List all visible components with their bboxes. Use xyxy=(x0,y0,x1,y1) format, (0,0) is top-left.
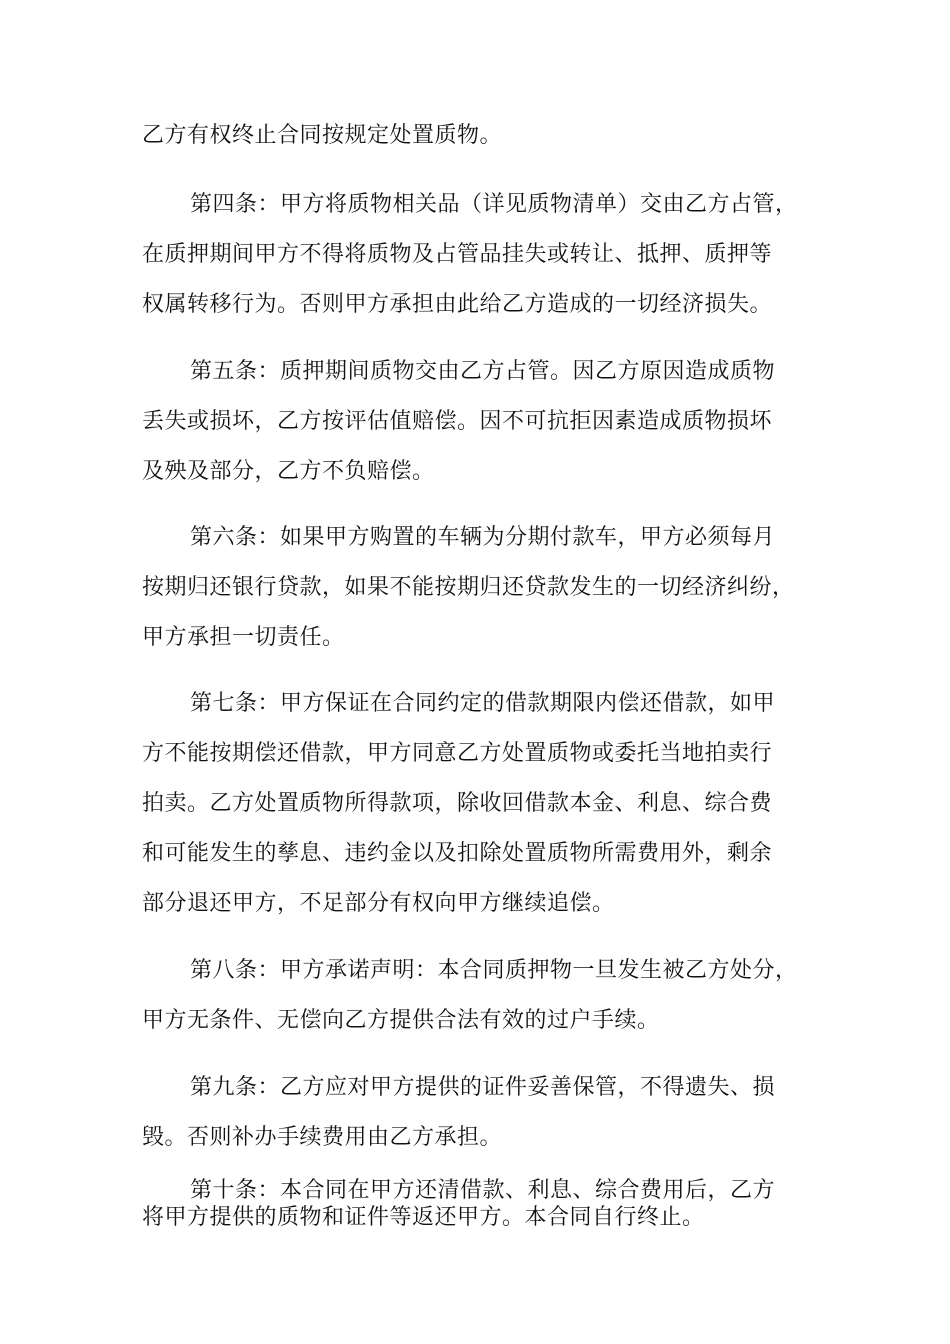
text-line: 将甲方提供的质物和证件等返还甲方。本合同自行终止。 xyxy=(142,1205,705,1230)
text-line: 在质押期间甲方不得将质物及占管品挂失或转让、抵押、质押等 xyxy=(142,242,773,267)
text-line: 第八条：甲方承诺声明：本合同质押物一旦发生被乙方处分， xyxy=(190,958,798,983)
text-line: 毁。否则补办手续费用由乙方承担。 xyxy=(142,1125,503,1150)
text-line: 第十条：本合同在甲方还清借款、利息、综合费用后，乙方 xyxy=(190,1178,776,1203)
text-line: 拍卖。乙方处置质物所得款项，除收回借款本金、利息、综合费 xyxy=(142,791,773,816)
text-line: 方不能按期偿还借款，甲方同意乙方处置质物或委托当地拍卖行 xyxy=(142,741,773,766)
text-line: 第四条：甲方将质物相关品（详见质物清单）交由乙方占管， xyxy=(190,192,798,217)
text-line: 甲方承担一切责任。 xyxy=(142,625,345,650)
text-line: 及殃及部分，乙方不负赔偿。 xyxy=(142,459,435,484)
text-line: 第九条：乙方应对甲方提供的证件妥善保管，不得遗失、损 xyxy=(190,1075,776,1100)
text-line: 部分退还甲方，不足部分有权向甲方继续追偿。 xyxy=(142,891,615,916)
text-line: 和可能发生的孳息、违约金以及扣除处置质物所需费用外，剩余 xyxy=(142,841,773,866)
text-line: 甲方无条件、无偿向乙方提供合法有效的过户手续。 xyxy=(142,1008,660,1033)
text-line: 第六条：如果甲方购置的车辆为分期付款车，甲方必须每月 xyxy=(190,525,776,550)
text-line: 按期归还银行贷款，如果不能按期归还贷款发生的一切经济纠纷， xyxy=(142,575,795,600)
text-line: 第五条：质押期间质物交由乙方占管。因乙方原因造成质物 xyxy=(190,359,776,384)
text-line: 第七条：甲方保证在合同约定的借款期限内偿还借款，如甲 xyxy=(190,691,776,716)
text-line: 权属转移行为。否则甲方承担由此给乙方造成的一切经济损失。 xyxy=(142,292,773,317)
text-line: 丢失或损坏，乙方按评估值赔偿。因不可抗拒因素造成质物损坏 xyxy=(142,409,773,434)
text-line: 乙方有权终止合同按规定处置质物。 xyxy=(142,123,503,148)
